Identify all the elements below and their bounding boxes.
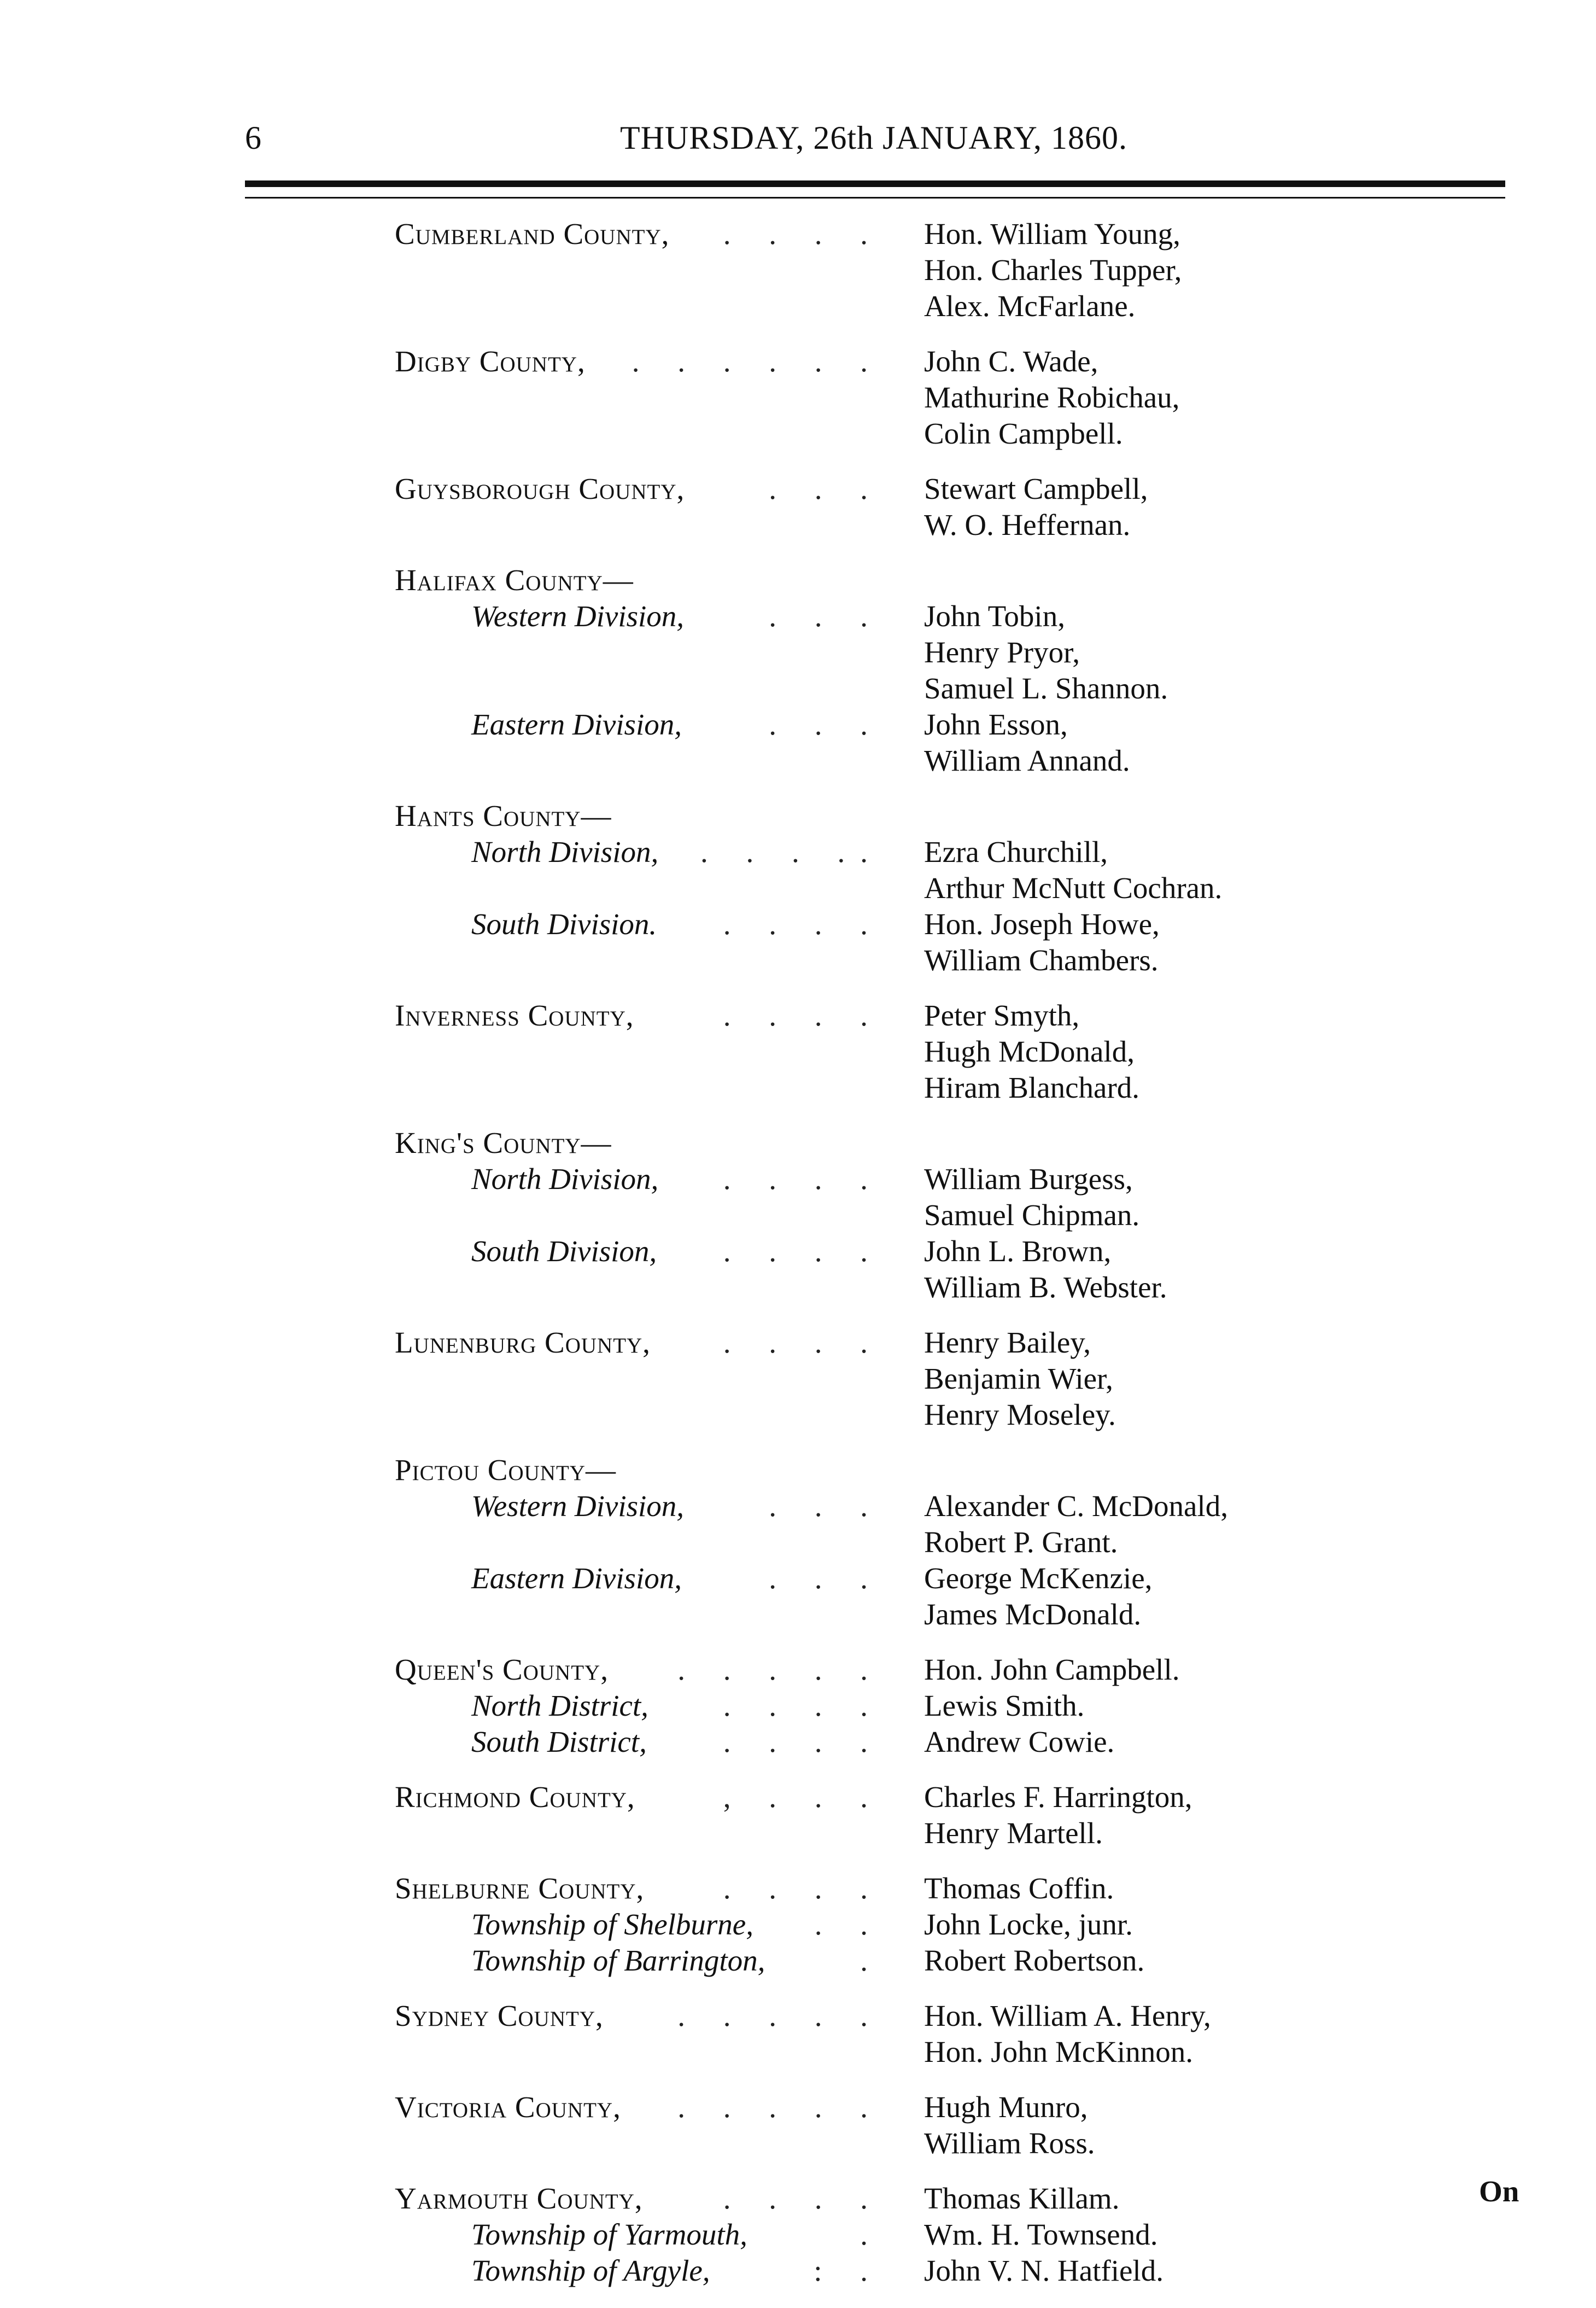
county-entry	[0, 1125, 1596, 1305]
leader-dots: , . . .	[723, 1780, 883, 1814]
list-row	[0, 380, 1596, 416]
leader-dots: .	[860, 1944, 883, 1977]
member-name: Henry Pryor,	[924, 636, 1080, 669]
leader-dots: . . . . .	[677, 2090, 883, 2124]
list-row	[0, 2089, 1596, 2125]
member-name: Benjamin Wier,	[924, 1362, 1113, 1395]
leader-dots: . . . .	[723, 2182, 883, 2215]
county-name: Digby County,	[395, 345, 586, 378]
division-name: Eastern Division,	[471, 1561, 682, 1595]
member-name: Hon. John Campbell.	[924, 1653, 1180, 1686]
division-name: South Division,	[471, 1234, 657, 1268]
list-row	[0, 507, 1596, 543]
member-name: William Annand.	[924, 744, 1130, 777]
county-entry	[0, 998, 1596, 1106]
list-row	[0, 1943, 1596, 1979]
member-name: Alexander C. McDonald,	[924, 1489, 1228, 1523]
list-row	[0, 998, 1596, 1034]
leader-dots: : .	[814, 2254, 883, 2287]
member-name: Robert Robertson.	[924, 1944, 1145, 1977]
list-row	[0, 1907, 1596, 1943]
list-row	[0, 1870, 1596, 1907]
member-name: James McDonald.	[924, 1598, 1142, 1631]
list-row	[0, 598, 1596, 634]
member-name: Henry Bailey,	[924, 1326, 1091, 1359]
leader-dots: .	[860, 2218, 883, 2251]
member-name: Henry Martell.	[924, 1816, 1103, 1850]
division-name: Western Division,	[471, 599, 685, 633]
leader-dots: . . . .	[723, 1689, 883, 1722]
member-name: Robert P. Grant.	[924, 1525, 1118, 1559]
county-entry	[0, 216, 1596, 324]
member-name: William B. Webster.	[924, 1270, 1167, 1304]
county-entry	[0, 2089, 1596, 2161]
member-name: George McKenzie,	[924, 1561, 1153, 1595]
list-row	[0, 2217, 1596, 2253]
member-name: Arthur McNutt Cochran.	[924, 871, 1223, 905]
list-row	[0, 1560, 1596, 1596]
division-name: North Division,	[471, 1162, 659, 1196]
member-name: Ezra Churchill,	[924, 835, 1108, 869]
list-row	[0, 671, 1596, 707]
list-row	[0, 634, 1596, 671]
leader-dots: . . . .	[723, 217, 883, 250]
list-row	[0, 1125, 1596, 1161]
member-name: William Burgess,	[924, 1162, 1133, 1196]
list-row	[0, 1688, 1596, 1724]
division-name: Eastern Division,	[471, 708, 682, 741]
county-name: Shelburne County,	[395, 1872, 645, 1905]
member-name: Alex. McFarlane.	[924, 289, 1136, 323]
county-entry	[0, 471, 1596, 543]
list-row	[0, 1233, 1596, 1269]
division-name: Western Division,	[471, 1489, 685, 1523]
list-row	[0, 1779, 1596, 1815]
catchword: On	[1479, 2175, 1519, 2208]
list-row	[0, 471, 1596, 507]
member-name: Colin Campbell.	[924, 417, 1123, 450]
county-entry	[0, 1652, 1596, 1760]
list-row	[0, 562, 1596, 598]
header-rule-thin	[245, 197, 1505, 199]
leader-dots: . . .	[769, 599, 883, 633]
leader-dots: . . .	[769, 1489, 883, 1523]
county-entry	[0, 1325, 1596, 1433]
member-name: John Tobin,	[924, 599, 1065, 633]
member-name: Henry Moseley.	[924, 1398, 1116, 1431]
county-entry	[0, 343, 1596, 452]
running-head: THURSDAY, 26th JANUARY, 1860.	[619, 120, 1128, 156]
member-name: Hon. John McKinnon.	[924, 2035, 1193, 2068]
member-name: Mathurine Robichau,	[924, 381, 1180, 414]
member-name: Thomas Coffin.	[924, 1872, 1114, 1905]
list-row	[0, 288, 1596, 324]
list-row	[0, 1070, 1596, 1106]
county-name: Cumberland County,	[395, 217, 670, 250]
county-name: Pictou County—	[395, 1453, 616, 1487]
list-row	[0, 942, 1596, 978]
leader-dots: . .	[814, 1908, 883, 1941]
list-row	[0, 1269, 1596, 1305]
member-name: Hon. William Young,	[924, 217, 1180, 250]
member-name: W. O. Heffernan.	[924, 508, 1131, 541]
list-row	[0, 2034, 1596, 2070]
division-name: Township of Barrington,	[471, 1944, 765, 1977]
list-row	[0, 1998, 1596, 2034]
county-name: Guysborough County,	[395, 472, 685, 505]
leader-dots: . . . . .	[677, 1999, 883, 2032]
member-name: Stewart Campbell,	[924, 472, 1148, 505]
member-name: Samuel Chipman.	[924, 1198, 1140, 1232]
division-name: South District,	[471, 1725, 647, 1758]
leader-dots: . . . . .	[677, 1653, 883, 1686]
page-number: 6	[245, 120, 261, 156]
county-name: Sydney County,	[395, 1999, 604, 2032]
member-name: Charles F. Harrington,	[924, 1780, 1192, 1814]
leader-dots: . . .	[769, 1561, 883, 1595]
leader-dots: . . . ..	[700, 835, 883, 869]
list-row	[0, 1724, 1596, 1760]
list-row	[0, 1488, 1596, 1524]
leader-dots: . . .	[769, 472, 883, 505]
member-name: Andrew Cowie.	[924, 1725, 1115, 1758]
county-name: Victoria County,	[395, 2090, 621, 2124]
list-row	[0, 906, 1596, 942]
leader-dots: . . .	[769, 708, 883, 741]
member-name: Hugh Munro,	[924, 2090, 1088, 2124]
leader-dots: . . . .	[723, 1162, 883, 1196]
leader-dots: . . . .	[723, 1234, 883, 1268]
county-entry	[0, 1452, 1596, 1633]
county-name: Hants County—	[395, 799, 612, 832]
county-name: Queen's County,	[395, 1653, 609, 1686]
county-member-list	[0, 216, 1596, 2308]
list-row	[0, 1034, 1596, 1070]
member-name: Lewis Smith.	[924, 1689, 1085, 1722]
member-name: William Chambers.	[924, 943, 1159, 977]
page-header	[245, 119, 1503, 168]
county-name: Lunenburg County,	[395, 1326, 651, 1359]
leader-dots: . . . .	[723, 1326, 883, 1359]
county-entry	[0, 798, 1596, 978]
member-name: Hon. Joseph Howe,	[924, 907, 1160, 941]
member-name: Hiram Blanchard.	[924, 1071, 1140, 1104]
member-name: Hon. Charles Tupper,	[924, 253, 1182, 287]
member-name: Peter Smyth,	[924, 999, 1080, 1032]
county-name: Richmond County,	[395, 1780, 635, 1814]
member-name: John Locke, junr.	[924, 1908, 1133, 1941]
leader-dots: . . . . . .	[632, 345, 883, 378]
list-row	[0, 1452, 1596, 1488]
list-row	[0, 1524, 1596, 1560]
list-row	[0, 1161, 1596, 1197]
county-name: Inverness County,	[395, 999, 634, 1032]
member-name: William Ross.	[924, 2126, 1095, 2160]
list-row	[0, 252, 1596, 288]
list-row	[0, 707, 1596, 743]
list-row	[0, 1397, 1596, 1433]
leader-dots: . . . .	[723, 1872, 883, 1905]
list-row	[0, 2181, 1596, 2217]
division-name: Township of Shelburne,	[471, 1908, 753, 1941]
county-name: King's County—	[395, 1126, 612, 1159]
header-rule-thick	[245, 180, 1505, 187]
list-row	[0, 416, 1596, 452]
county-name: Halifax County—	[395, 563, 634, 597]
member-name: John L. Brown,	[924, 1234, 1112, 1268]
list-row	[0, 216, 1596, 252]
list-row	[0, 1596, 1596, 1633]
leader-dots: . . . .	[723, 907, 883, 941]
list-row	[0, 1325, 1596, 1361]
list-row	[0, 2125, 1596, 2161]
division-name: South Division.	[471, 907, 657, 941]
division-name: Township of Argyle,	[471, 2254, 710, 2287]
division-name: Township of Yarmouth,	[471, 2218, 747, 2251]
member-name: Hon. William A. Henry,	[924, 1999, 1211, 2032]
list-row	[0, 1815, 1596, 1851]
member-name: Thomas Killam.	[924, 2182, 1120, 2215]
list-row	[0, 343, 1596, 380]
list-row	[0, 1361, 1596, 1397]
county-entry	[0, 2181, 1596, 2289]
member-name: John C. Wade,	[924, 345, 1098, 378]
division-name: North District,	[471, 1689, 648, 1722]
member-name: Samuel L. Shannon.	[924, 672, 1168, 705]
leader-dots: . . . .	[723, 999, 883, 1032]
list-row	[0, 2253, 1596, 2289]
list-row	[0, 743, 1596, 779]
leader-dots: . . . .	[723, 1725, 883, 1758]
county-entry	[0, 1998, 1596, 2070]
division-name: North Division,	[471, 835, 659, 869]
member-name: Wm. H. Townsend.	[924, 2218, 1158, 2251]
county-entry	[0, 1779, 1596, 1851]
list-row	[0, 870, 1596, 906]
list-row	[0, 1197, 1596, 1233]
county-entry	[0, 1870, 1596, 1979]
list-row	[0, 798, 1596, 834]
list-row	[0, 834, 1596, 870]
member-name: Hugh McDonald,	[924, 1035, 1135, 1068]
list-row	[0, 1652, 1596, 1688]
member-name: John V. N. Hatfield.	[924, 2254, 1164, 2287]
county-entry	[0, 562, 1596, 779]
county-name: Yarmouth County,	[395, 2182, 643, 2215]
member-name: John Esson,	[924, 708, 1068, 741]
